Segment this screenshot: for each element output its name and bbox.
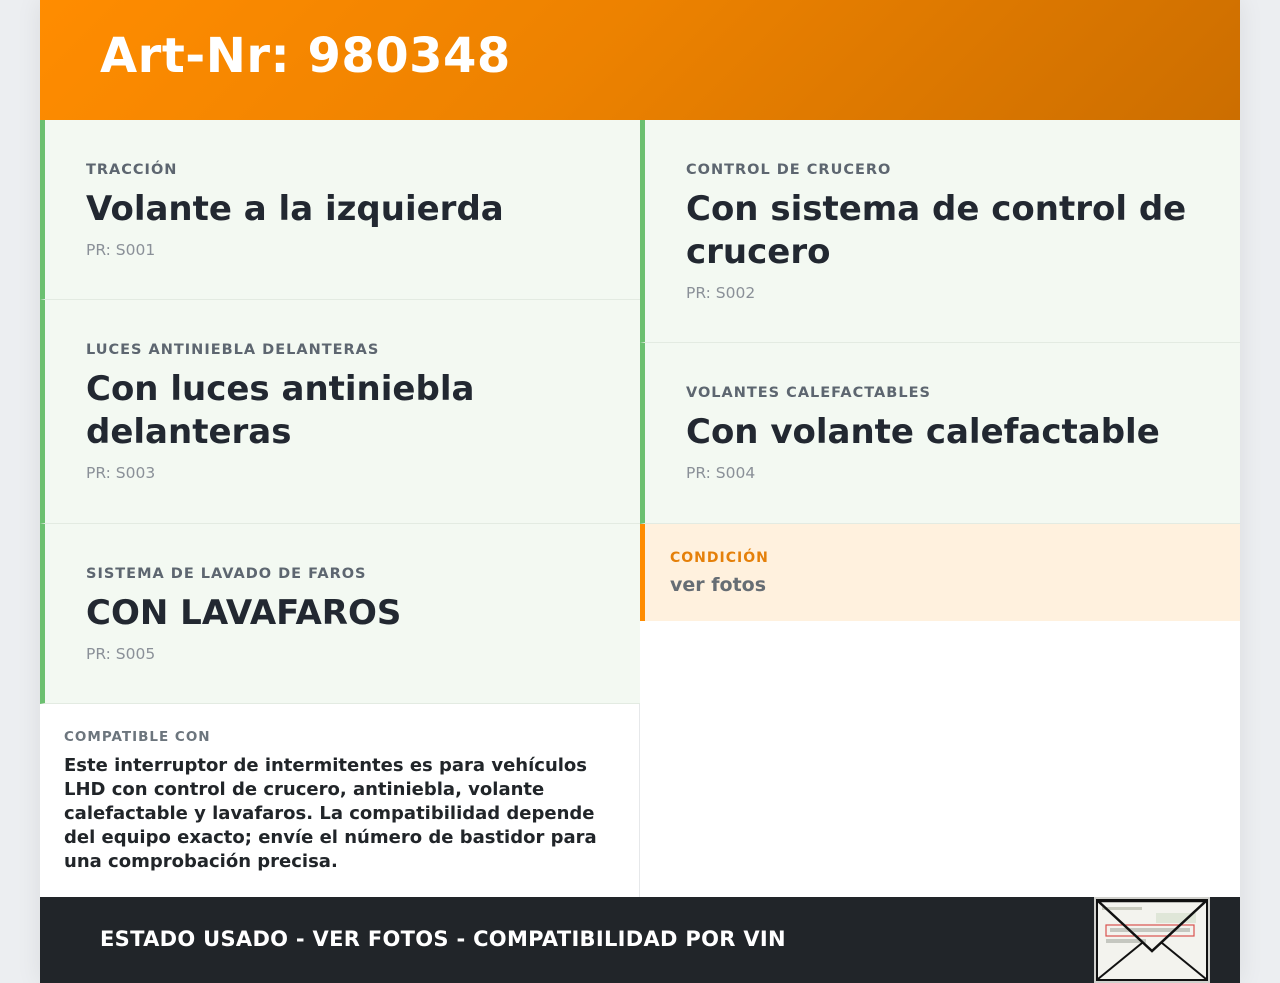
condition-card [640, 524, 1240, 621]
feature-label: SISTEMA DE LAVADO DE FAROS [86, 566, 367, 582]
feature-pr-code: PR: S004 [686, 464, 756, 482]
feature-value: Volante a la izquierda [86, 189, 504, 229]
right-column [640, 120, 1240, 897]
feature-label: LUCES ANTINIEBLA DELANTERAS [86, 342, 380, 358]
condition-label: CONDICIÓN [670, 550, 769, 566]
envelope-icon [1096, 899, 1208, 981]
footer-bar [40, 897, 1240, 983]
footer-text: ESTADO USADO - VER FOTOS - COMPATIBILIDAD POR VIN [100, 927, 786, 951]
header-banner [40, 0, 1240, 120]
feature-pr-code: PR: S001 [86, 241, 156, 259]
feature-card-traccion [40, 120, 640, 300]
feature-label: CONTROL DE CRUCERO [686, 162, 892, 178]
feature-value: CON LAVAFAROS [86, 593, 402, 633]
feature-label: VOLANTES CALEFACTABLES [686, 385, 931, 401]
document-thumbnail[interactable] [1094, 897, 1210, 983]
feature-pr-code: PR: S002 [686, 284, 756, 302]
compatibility-label: COMPATIBLE CON [64, 729, 211, 745]
article-number-title: Art-Nr: 980348 [100, 28, 511, 84]
feature-value: Con sistema de control de crucero [686, 189, 1187, 272]
compatibility-text: Este interruptor de intermitentes es para vehículos LHD con control de crucero, antiniebla, volante calefactable y lavafaros. La compatibilidad depende del equipo exacto; envíe el número de bastidor para una comprobación precisa. [64, 755, 597, 872]
feature-label: TRACCIÓN [86, 162, 178, 178]
product-sheet [40, 0, 1240, 983]
feature-pr-code: PR: S005 [86, 645, 156, 663]
condition-value: ver fotos [670, 574, 767, 596]
left-column [40, 120, 640, 897]
feature-card-crucero [640, 120, 1240, 343]
feature-card-volante-calefactable [640, 343, 1240, 524]
feature-pr-code: PR: S003 [86, 464, 156, 482]
compatibility-section [40, 704, 639, 897]
feature-value: Con luces antiniebla delanteras [86, 369, 475, 452]
feature-card-lavafaros [40, 524, 640, 704]
feature-value: Con volante calefactable [686, 412, 1160, 452]
feature-card-antiniebla [40, 300, 640, 524]
